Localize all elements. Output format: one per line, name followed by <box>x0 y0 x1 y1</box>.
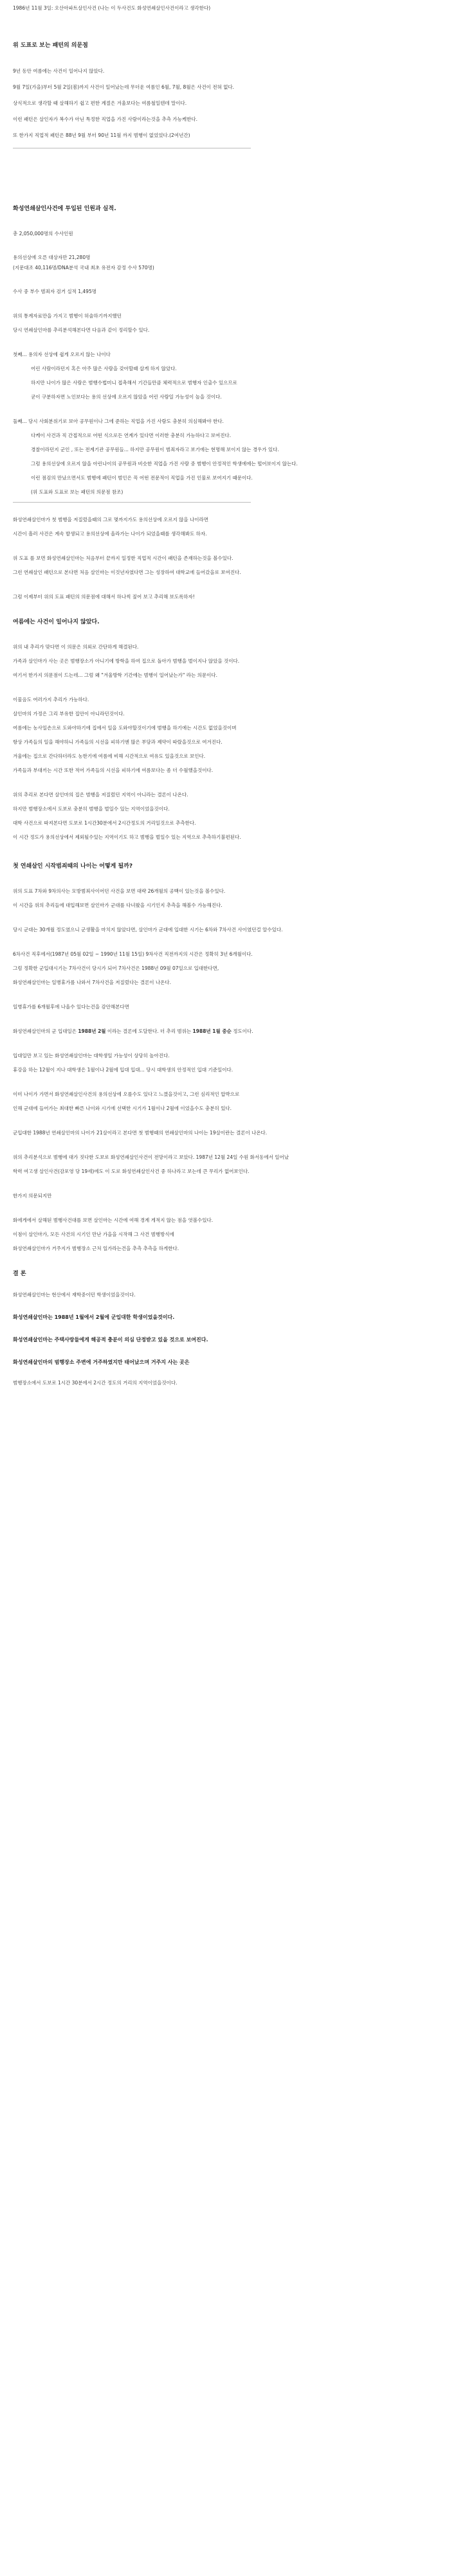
text-line: (지문대조 40,116명/DNA분석 국내 최초 유전자 감정 수사 570명) <box>13 265 154 271</box>
text-line: 6차사건 직후에서(1987년 05월 02일 ~ 1990년 11월 15일) 9차사건 직전까지의 시간은 정확히 3년 6개월이다. <box>13 951 253 957</box>
conclusion-bold-line: 화성연쇄살인마는 1988년 1월에서 2월에 군입대한 학생이었을것이다. <box>13 1314 175 1320</box>
text-line: 입대일만 보고 있는 화성연쇄살인마는 대학생일 가능성이 상당히 높아진다. <box>13 1053 170 1059</box>
text-line: 어린 사람이라던지 혹은 아주 많은 사람을 갖아할때 삽게 하지 않았다. <box>31 366 177 371</box>
text-line: 9월 7일(가을)부터 5월 2일(봄)까지 사건이 일어났는데 무더운 여름인 6월, 7월, 8월은 사건이 전혀 없다. <box>13 84 235 90</box>
text-line: 또 한가지 직업적 패턴은 88년 9월 부터 90년 11월 까지 범행이 없었었다.(2여년간) <box>13 132 190 138</box>
text-line: 그럼 용의선상에 오르지 않을 아린나이의 공무원과 비슷한 직업을 가진 사람 중 범행이 안정적인 학생에에는 떨어보이지 않는다. <box>31 461 298 467</box>
text-line: 위의 추리로 본다면 살인마의 집은 범행을 저질렀던 지역이 아니라는 결론이 나온다. <box>13 792 188 798</box>
text-line: 가족과 살인마가 사는 곳은 범행장소가 아니기에 방학을 하여 집으로 돌아가 범행을 벌이지나 않았을 것이다. <box>13 658 240 664</box>
text-line: 이 시간 정도가 용의선상에서 제외될수있는 지역이기도 하고 범행을 벌일수 있는 지역으로 추측하기불편된다. <box>13 834 241 840</box>
text-line: 학력 여고생 살인사건(감포영 당 19세)에도 이 도로 화성연쇄살인사건 중 하나라고 보는데 큰 무리가 없어보인다. <box>13 1168 250 1174</box>
text-line: 굳이 구분하자면 노인보다는 용의 선상에 오르지 않았을 어린 사람일 가능성이 높을 것이다. <box>31 394 222 400</box>
text-line: 위의 통계자료만을 가지고 범행이 허술하기까지했던 <box>13 313 122 319</box>
text-segment: 정도이다. <box>231 1028 253 1034</box>
text-line: 당시 연쇄살인마를 추리분석해본다면 다음과 같이 정리할수 있다. <box>13 327 150 333</box>
text-line: 화성연쇄살인마는 현산에서 재학중이던 학생이었을것이다. <box>13 1292 136 1298</box>
text-line: 살인마의 가정은 그리 부유한 집안이 아니라던것이다. <box>13 711 125 717</box>
text-line: (위 도표와 도표로 보는 패턴의 의문점 참조) <box>31 489 123 495</box>
text-line: 다케이 사건과 직 간접적으로 어떤 식으로든 연계가 있다면 이러한 충분히 가능하다고 보여진다. <box>31 433 232 438</box>
text-line: 그럼 이제부터 위의 도표 패턴의 의문점에 대해서 하나씩 짚어 보고 추리해 보도록하자! <box>13 594 195 600</box>
section-heading-age: 첫 연쇄살인 시작범죄때의 나이는 어떻게 될까? <box>13 863 133 870</box>
conclusion-bold-line: 화성연쇄살인마의 범행장소 주변에 거주하였지만 태어났으며 거주지 사는 곳은 <box>13 1359 190 1365</box>
section-heading-pattern: 위 도표로 보는 패턴의 의문점 <box>13 42 88 49</box>
text-line: 항상 가족들의 일을 해야하니 가족들의 시선을 피하기엔 많은 부담과 제약이 따랐을것으로 여겨진다. <box>13 739 223 745</box>
text-line: 대학 사건으로 따져본다면 도보로 1시간30분에서 2시간정도의 거리일것으로 추측한다. <box>13 820 196 826</box>
conclusion-bold-line: 화성연쇄살인마는 주택사랑들에게 해공적 충분이 의심 단정받고 있을 것으로 보여진다. <box>13 1337 208 1343</box>
text-line: 여름에는 농사일손으로 도와야하기에 집에서 일을 도와야할것이기에 범행을 하기에는 시간도 없었을것이며 <box>13 725 237 731</box>
text-line: 화에게에서 살해된 범행사건대를 보면 살인마는 시간에 여해 경계 게적지 않는 점을 엿볼수있다. <box>13 1217 214 1223</box>
text-line: 그런 연쇄살인 패턴으로 본다면 처음 살인마는 이것년자였다면 그는 성장하여 대학교에 들어갔을로 보여진다. <box>13 569 241 575</box>
enlistment-conclusion-line <box>13 1028 437 1035</box>
section-heading-summer: 여름에는 사건이 일어나지 않았다. <box>13 619 100 625</box>
text-line: 시간이 흘러 사건은 계속 발생되고 용의선상에 올라가는 나이가 되었을때를 생각해봐도 하자. <box>13 531 207 537</box>
section-heading-investigation: 화성연쇄살인사건에 투입된 인원과 실적. <box>13 206 116 212</box>
text-line: 당시 군대는 30개월 정도였으니 군생활을 마치지 않았다면, 살인마가 군대에 입대한 시기는 6차와 7차사건 사이였던걸 알수있다. <box>13 927 283 933</box>
text-line: 이점이 살인마가, 모든 사건의 시기인 만난 가을을 시작해 그 사건 범행방식에 <box>13 1231 174 1237</box>
text-line: 총 2,050,000명의 수사인원 <box>13 231 73 237</box>
text-line: 이물음도 여러가지 추리가 가능하다. <box>13 697 89 702</box>
text-line: 위의 내 추리가 맞다면 이 의문은 의외로 간단하게 해결된다. <box>13 644 139 650</box>
highlight-date: 1988년 1월 중순 <box>192 1028 232 1034</box>
text-line: 하지만 나이가 많은 사람은 범행수법미니 접촉해서 기간들만큼 체력적으로 범행자 인출수 있으므로 <box>31 380 237 386</box>
text-line: 한가지 의문되지만 <box>13 1193 52 1199</box>
text-line: 이런 패턴은 살인자가 복수가 아닌 특정한 직업을 가진 사람이라는것을 추측 가능케한다. <box>13 116 198 122</box>
text-line: 용의선상에 오른 대상자만 21,280명 <box>13 255 91 260</box>
text-line: 위의 도표 7차와 9차의사는 모방범죄사이어던 사건을 보면 대략 26개월의 공백이 있는것을 볼수있다. <box>13 888 226 894</box>
text-line: 그럼 정확한 군입대시기는 7차사건이 당시가 되어 7차사건은 1988년 09월 07일으로 입대한다면, <box>13 965 219 971</box>
text-line: 수사 중 부수 범죄자 검거 실적 1,495명 <box>13 289 96 294</box>
text-segment: 화성연쇄살인마의 군 입대일은 <box>13 1028 78 1034</box>
text-line: 화성연쇄살인마가 거주지가 범행장소 근처 일가라는건을 추측 추측을 하게한다. <box>13 1246 179 1251</box>
text-line: 휴강을 하는 12월이 지나 대학생은 1월이나 2월에 입대 입대... 당시 대학생의 안정적인 입대 기준일이다. <box>13 1067 233 1073</box>
text-line: 둘째... 당시 사회분위기로 보아 공무원이나 그에 준하는 직업을 가진 사람도 충분히 의심해봐야 한다. <box>13 418 224 424</box>
highlight-date: 1988년 2월 <box>78 1028 106 1034</box>
text-segment: 이라는 결론에 도달한다. 더 추리 범위는 <box>105 1028 193 1034</box>
text-line: 하지만 범행장소에서 도보로 충분히 범행을 벌일수 있는 지역이었을것이다. <box>13 806 170 812</box>
text-line: 위 도표 를 보면 화성연쇄살인마는 처음부터 끝까지 일정한 직업적 시간이 패턴을 존재하는것을 볼수있다. <box>13 555 233 561</box>
text-line: 위의 추리분석으로 범행에 대가 짓다한 도보로 화성연쇄살인사건이 전망이라고 보았다. 1987년 12월 24일 수원 화서동에서 일어났 <box>13 1154 289 1160</box>
section-heading-conclusion: 결 론 <box>13 1271 26 1277</box>
text-line: 화성연쇄살인마는 일병휴가를 나와서 7차사건을 저질렀다는 결론이 나온다. <box>13 979 172 985</box>
text-line: 가족들과 부대끼는 시간 또한 적어 가족들의 시선을 피하기에 여름보다는 좀 더 수월했을것이다. <box>13 767 214 773</box>
text-line: 9년 동안 여름에는 사건이 일어나지 않았다. <box>13 68 105 74</box>
text-line: 이런 점검의 만났으면서도 범행에 패턴이 범인은 꼭 어떤 전문적이 직업을 가진 인물로 보여지기 때문이다. <box>31 475 253 481</box>
section-divider <box>13 502 251 503</box>
text-line: 화성연쇄살인마가 첫 범행을 저질렀을때의 그로 몇까지가도 용의선상에 오르지 않을 나이라면 <box>13 517 209 523</box>
text-line: 상식적으로 생각할 때 살해하기 쉽고 편한 계절은 겨울보다는 여름철일텐데 말이다. <box>13 100 187 106</box>
text-line: 이 시간을 위의 추리들에 대입해보면 살인마가 군대를 다녀왔을 시기인지 추측을 해볼수 가능해진다. <box>13 902 223 908</box>
text-line: 군입대한 1988년 연쇄살인마의 나이가 21살이라고 본다면 첫 범행때의 연쇄살인마의 나이는 19살이란는 결론이 나온다. <box>13 1130 268 1136</box>
text-line: 첫째... 용의자 선상에 쉽게 오르지 않는 나이다 <box>13 352 111 357</box>
text-line: 여기서 한가지 의문점이 드는데... 그럼 왜 "겨울방학 기간에는 범행이 일어났는가" 라는 의문이다. <box>13 672 217 678</box>
text-line: 인해 군대에 들어가는 최대한 빠른 나이와 시기에 선택한 시기가 1월이나 2월에 이었을수도 충분히 있다. <box>13 1105 232 1111</box>
text-line: 범행장소에서 도보로 1시간 30분에서 2시간 정도의 거리의 지역이었을것이다. <box>13 1380 178 1386</box>
text-line: 이미 나이가 가면서 화성연쇄살인사건의 용의선상에 오를수도 있다고 느꼈을것이고, 그런 심리적인 압박으로 <box>13 1091 240 1097</box>
intro-line: 1986년 11월 3일: 오산아파트살인사건 (나는 이 두사건도 화성연쇄살인사건이라고 생각한다) <box>13 5 211 11</box>
text-line: 일병휴가를 6개월후에 나올수 있다는건을 감안해본다면 <box>13 1004 129 1010</box>
text-line: 겨울에는 집으로 간다하더라도 농한기에 여름에 비해 시간적으로 여유도 있을것으로 보인다. <box>13 753 206 759</box>
text-line: 경찰이라던지 군인 , 또는 전계기관 공무원들... 하지만 공무원이 범죄자라고 보기에는 현명해 보이지 않는 경우가 있다. <box>31 447 279 452</box>
